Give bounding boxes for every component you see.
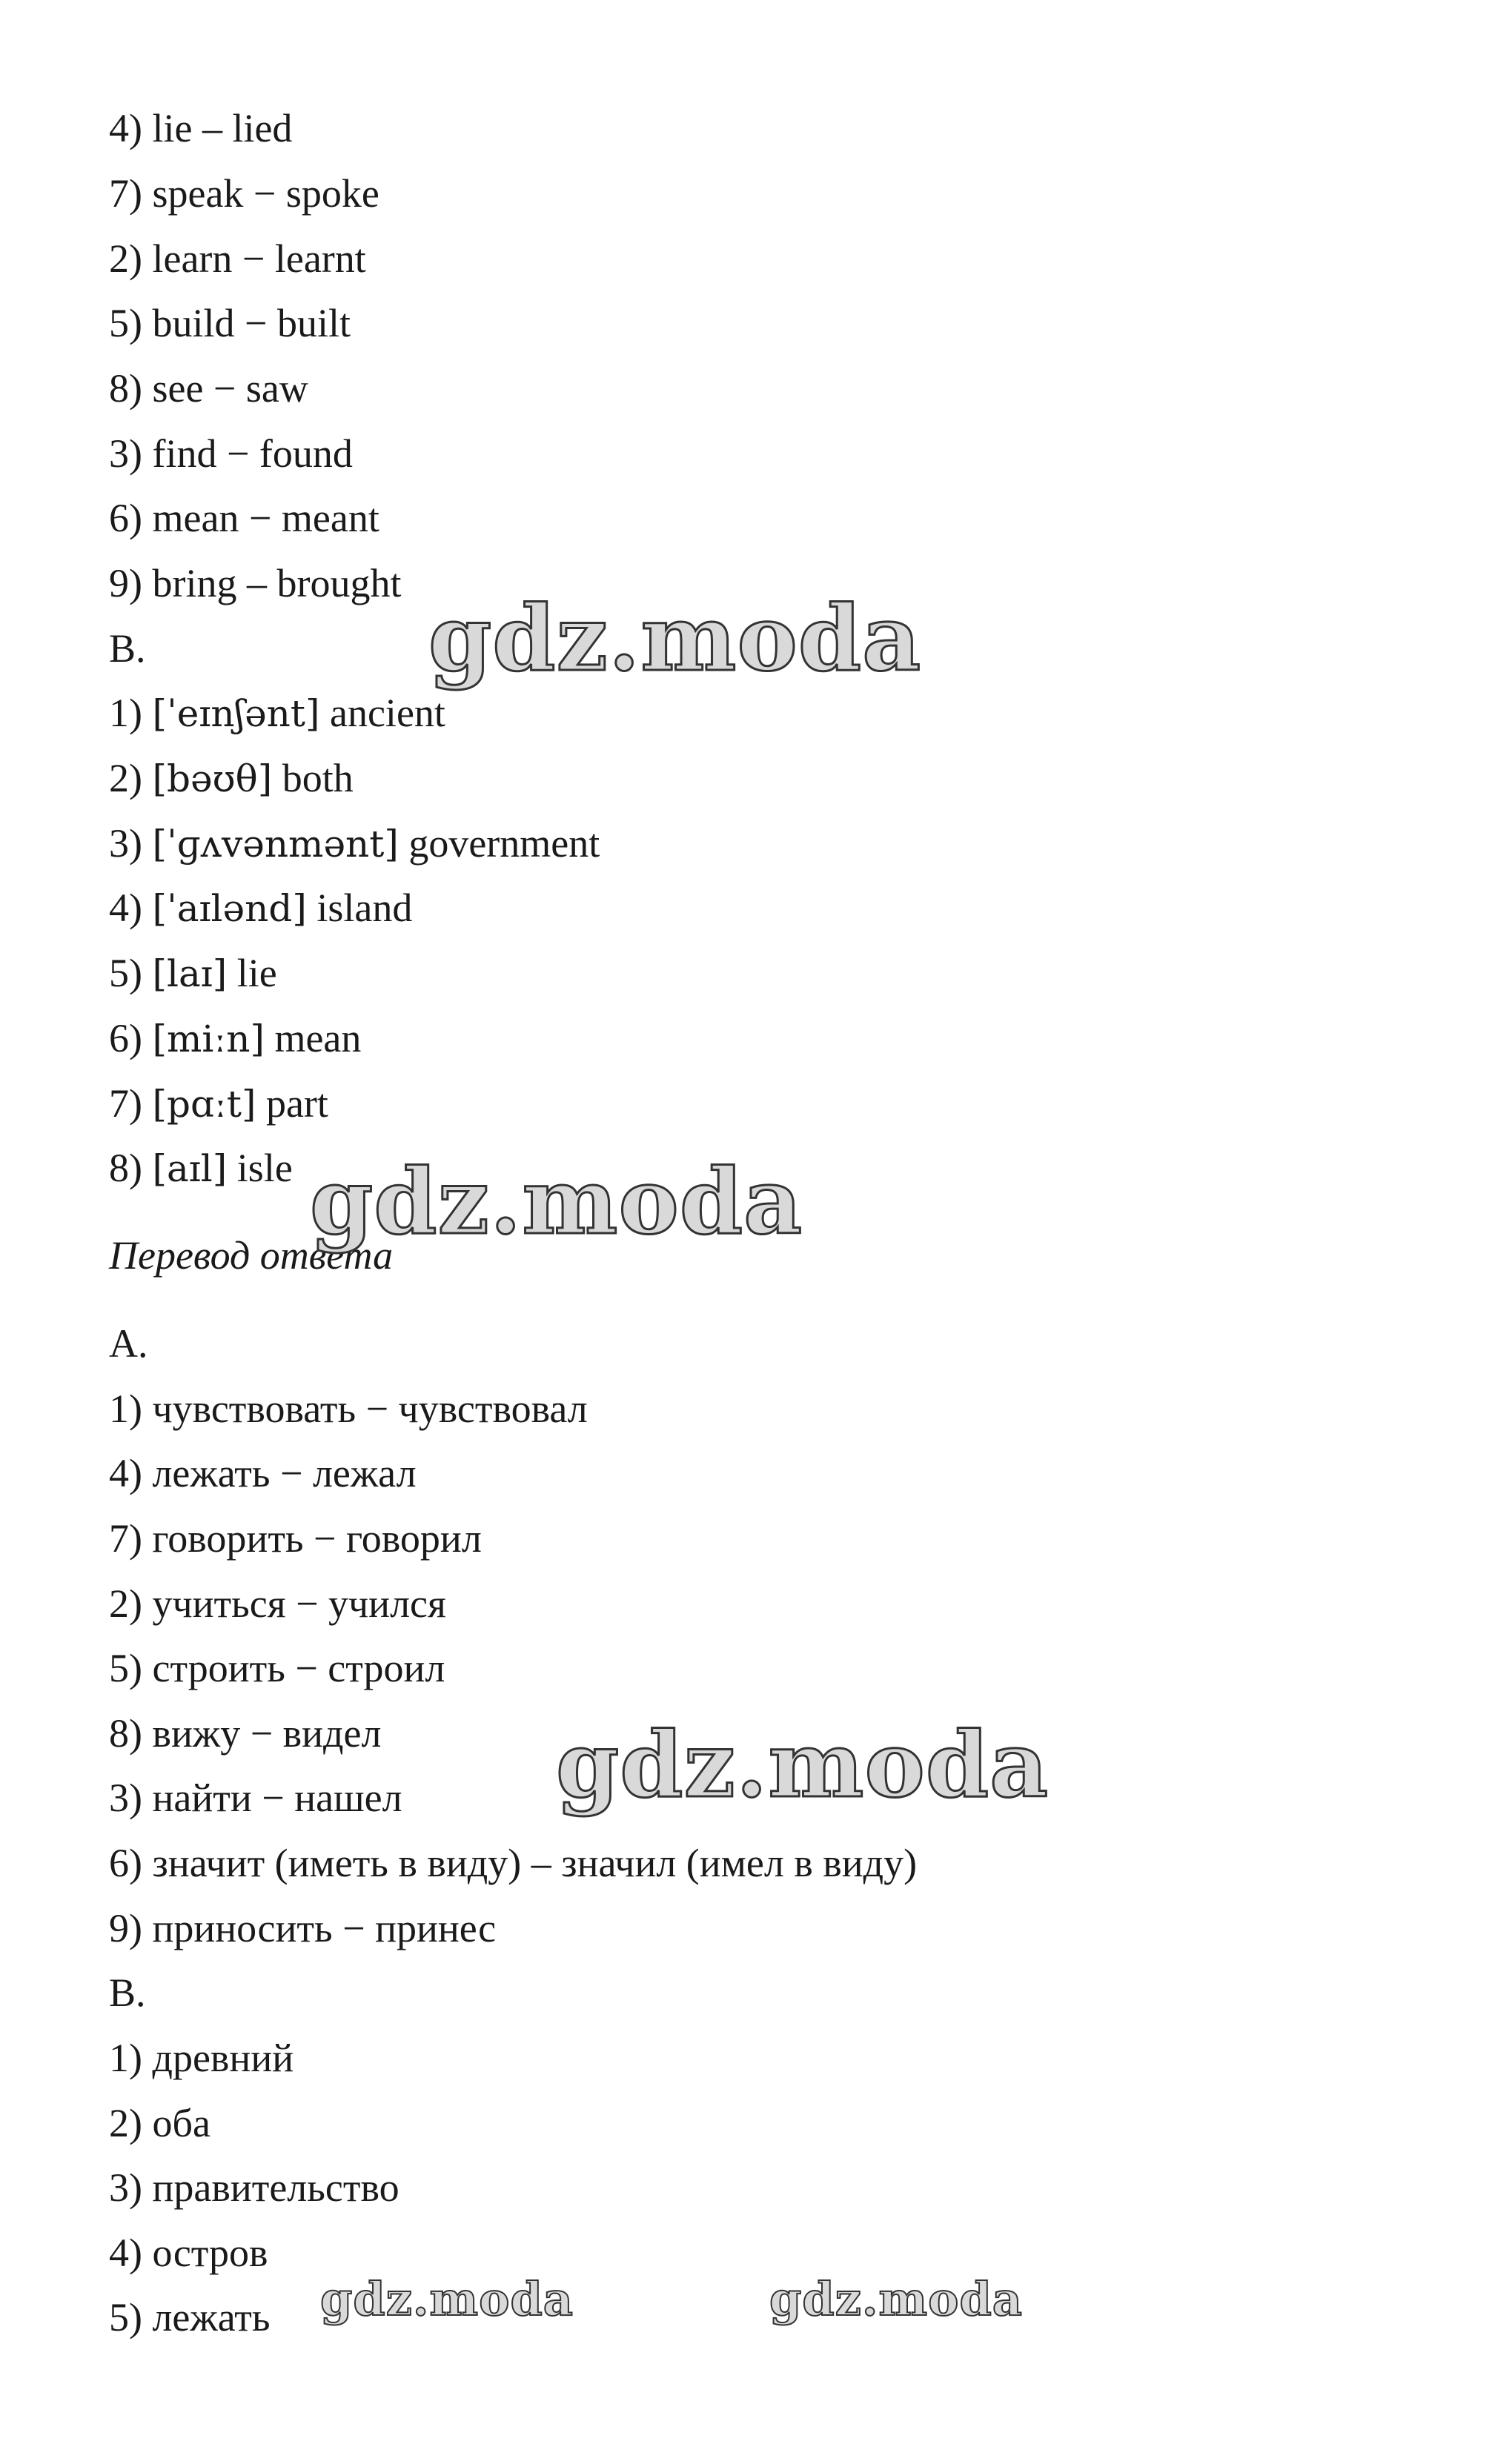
ipa-transcription: [ˈeɪnʃənt] [152, 692, 320, 735]
item-number: 1) [109, 691, 142, 735]
item-number: 3) [109, 821, 142, 866]
translation-b-label: B. [109, 1970, 146, 2015]
verb-line: 8) see − saw [109, 366, 308, 411]
verb-line: 7) speak − spoke [109, 171, 379, 216]
translation-a-label: A. [109, 1321, 148, 1366]
translation-line: 3) правительство [109, 2165, 399, 2210]
item-word: both [282, 756, 354, 800]
translation-line: 2) учиться − учился [109, 1581, 446, 1626]
verb-line: 3) find − found [109, 431, 353, 476]
translation-line: 1) древний [109, 2036, 294, 2080]
item-number: 2) [109, 756, 142, 800]
item-word: lie [236, 951, 277, 995]
ipa-transcription: [bəʊθ] [152, 757, 273, 800]
section-b-label: B. [109, 626, 146, 671]
transcription-item [109, 754, 354, 803]
translation-line: 4) лежать − лежал [109, 1451, 417, 1495]
item-word: part [265, 1081, 328, 1126]
item-number: 6) [109, 1016, 142, 1060]
translation-line: 1) чувствовать − чувствовал [109, 1387, 588, 1431]
verb-line: 9) bring – brought [109, 561, 402, 605]
translation-line: 4) остров [109, 2231, 268, 2275]
ipa-transcription: [ˈaɪlənd] [152, 887, 307, 930]
watermark-logo: gdz.moda [428, 585, 922, 691]
transcription-item [109, 688, 445, 738]
watermark-logo: gdz.moda [556, 1711, 1050, 1818]
watermark-logo: gdz.moda [320, 2272, 574, 2326]
verb-line: 4) lie – lied [109, 106, 293, 150]
item-number: 4) [109, 886, 142, 930]
ipa-transcription: [pɑːt] [152, 1083, 256, 1126]
item-number: 7) [109, 1081, 142, 1126]
translation-line: 2) оба [109, 2101, 210, 2145]
item-word: island [316, 886, 413, 930]
transcription-item [109, 1079, 328, 1129]
verb-line: 5) build − built [109, 301, 351, 345]
translation-line: 6) значит (иметь в виду) – значил (имел в виду) [109, 1841, 918, 1885]
verb-line: 6) mean − meant [109, 496, 379, 540]
item-word: ancient [330, 691, 445, 735]
item-word: mean [274, 1016, 362, 1060]
item-word: isle [236, 1146, 293, 1190]
transcription-item [109, 883, 412, 933]
translation-line: 8) вижу − видел [109, 1711, 382, 1756]
ipa-transcription: [laɪ] [152, 952, 228, 995]
ipa-transcription: [miːn] [152, 1017, 265, 1060]
translation-line: 5) строить − строил [109, 1646, 445, 1690]
translation-heading: Перевод ответа [109, 1233, 394, 1278]
ipa-transcription: [aɪl] [152, 1147, 228, 1190]
item-number: 8) [109, 1146, 142, 1190]
watermark-logo: gdz.moda [769, 2272, 1023, 2326]
translation-line: 7) говорить − говорил [109, 1516, 482, 1561]
item-number: 5) [109, 951, 142, 995]
ipa-transcription: [ˈɡʌvənmənt] [152, 823, 399, 866]
transcription-item [109, 1014, 361, 1063]
watermark-logo: gdz.moda [310, 1148, 803, 1255]
translation-line: 5) лежать [109, 2295, 271, 2340]
verb-line: 2) learn − learnt [109, 236, 366, 281]
transcription-item [109, 949, 277, 998]
transcription-item [109, 1143, 293, 1193]
transcription-item [109, 819, 600, 869]
item-word: government [408, 821, 600, 866]
translation-line: 3) найти − нашел [109, 1776, 402, 1820]
translation-line: 9) приносить − принес [109, 1906, 497, 1950]
